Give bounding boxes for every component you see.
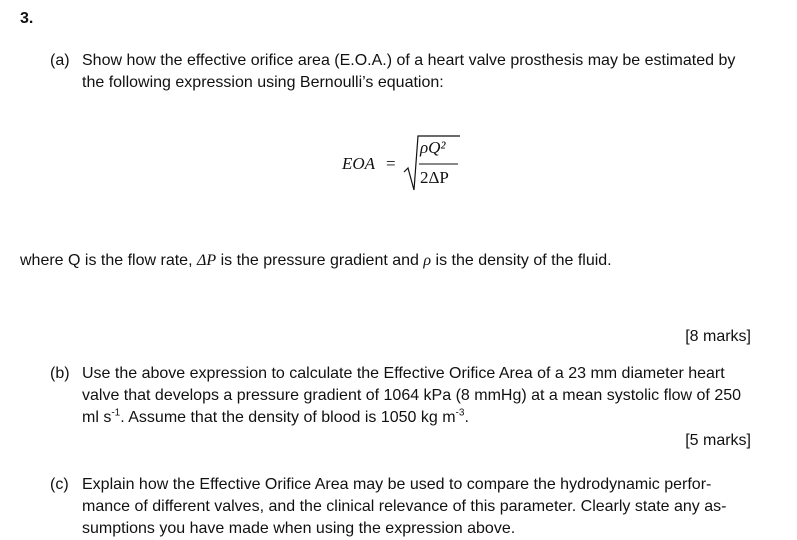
part-c-line-3: sumptions you have made when using the expression above. [82,520,516,537]
part-a-line-2: the following expression using Bernoulli’s equation: [82,74,444,91]
part-b-line-3 [82,407,469,429]
part-c-label: (c) [50,476,69,493]
question-number: 3. [20,10,34,27]
where-prefix: where Q is the flow rate, [20,252,197,269]
part-a-label: (a) [50,52,70,69]
rho-symbol: ρ [423,252,432,269]
part-b-line-3-a: ml s [82,409,112,426]
part-b-line-3-c: . [464,409,469,426]
where-line [20,250,612,272]
square-root-sign [336,128,476,198]
part-a-line-1: Show how the effective orifice area (E.O.A.) of a heart valve prosthesis may be estimated by [82,52,736,69]
marks-b: [5 marks] [685,432,751,449]
part-b-sup-2: -3 [455,407,465,419]
formula-lhs: EOA [342,154,376,173]
eoa-formula [336,128,476,198]
part-b-sup-1: -1 [111,407,121,419]
delta-p-symbol: ΔP [196,252,217,269]
part-b-line-1: Use the above expression to calculate the Effective Orifice Area of a 23 mm diameter heart [82,365,725,382]
part-c-line-2: mance of different valves, and the clinical relevance of this parameter. Clearly state any as- [82,498,727,515]
where-suffix: is the density of the fluid. [431,252,612,269]
part-b-line-3-b: . Assume that the density of blood is 1050 kg m [120,409,456,426]
part-c-line-1: Explain how the Effective Orifice Area may be used to compare the hydrodynamic perfor- [82,476,712,493]
formula-numerator: ρQ² [420,138,446,157]
part-b-line-2: valve that develops a pressure gradient of 1064 kPa (8 mmHg) at a mean systolic flow of 250 [82,387,742,404]
part-b-label: (b) [50,365,70,382]
formula-equals: = [386,154,396,173]
where-middle: is the pressure gradient and [216,252,424,269]
marks-a: [8 marks] [685,328,751,345]
formula-denominator: 2ΔP [420,168,449,187]
